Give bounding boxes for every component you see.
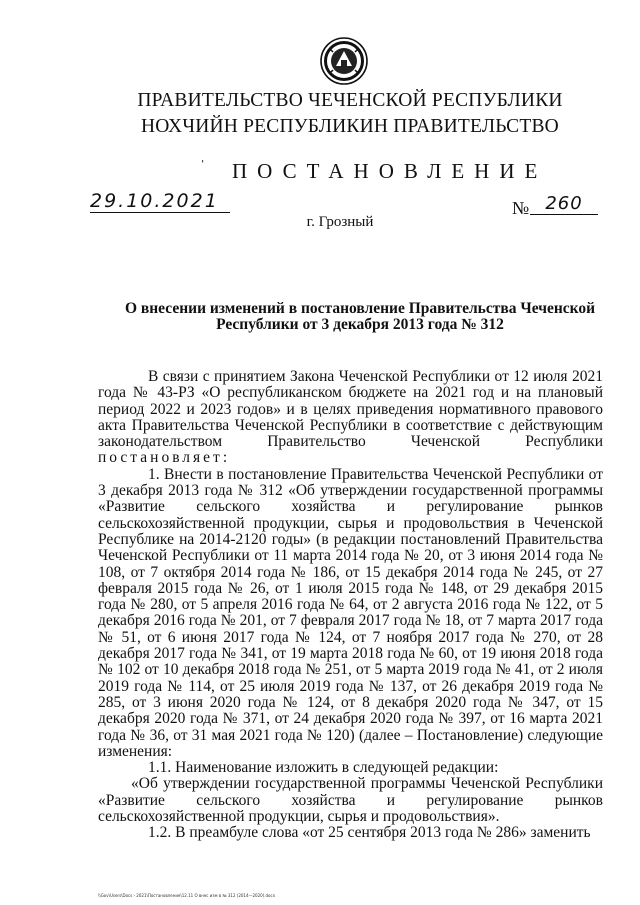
number-label: № [512, 198, 530, 218]
government-name-russian: ПРАВИТЕЛЬСТВО ЧЕЧЕНСКОЙ РЕСПУБЛИКИ [137, 90, 563, 111]
paragraph-1-2: 1.2. В преамбуле слова «от 25 сентября 2013 года № 286» заменить [148, 824, 591, 842]
paragraph-quote: «Об утверждении государственной программы Чеченской Республики «Развитие сельского хозяйства и регулирование рынков сельскохозяйственной продукции, сырья и продовольствия». [98, 775, 603, 826]
paragraph-1-1: 1.1. Наименование изложить в следующей редакции: [148, 759, 499, 777]
document-body [98, 369, 603, 842]
document-type: ПОСТАНОВЛЕНИЕ [232, 159, 548, 183]
footer-path: \\Gov\Users\Docs - 2021\Постановление\12.11 О внес изм в № 312 (2014—2020).docx [98, 893, 276, 898]
paragraph-1: 1. Внести в постановление Правительства Чеченской Республики от 3 декабря 2013 года № 312 «Об утверждении государственной программы «Развитие сельского хозяйства и регулирование рынков сельскохозяйственной продукции, сырья и продовольствия в Чеченской Республике на 2014-2120 годы» (в редакции постановлений Правительства Чеченской Республики от 11 марта 2014 года № 20, от 3 июня 2014 года № 108, от 7 октября 2014 года № 186, от 15 декабря 2014 года № 245, от 27 февраля 2015 года № 26, от 1 июля 2015 года № 148, от 29 декабря 2015 года № 280, от 5 апреля 2016 года № 64, от 2 августа 2016 года № 122, от 5 декабря 2016 года № 201, от 7 февраля 2017 года № 18, от 7 марта 2017 года № 51, от 6 июня 2017 года № 124, от 7 ноября 2017 года № 270, от 28 декабря 2017 года № 341, от 19 марта 2018 года № 60, от 19 июня 2018 года № 102 от 10 декабря 2018 года № 251, от 5 марта 2019 года № 41, от 2 июля 2019 года № 114, от 25 июля 2019 года № 137, от 26 декабря 2019 года № 285, от 3 июня 2020 года № 124, от 8 декабря 2020 года № 347, от 15 декабря 2020 года № 371, от 24 декабря 2020 года № 397, от 16 марта 2021 года № 36, от 31 мая 2021 года № 120) (далее – Постановление) следующие изменения: [98, 465, 603, 760]
scan-mark: ˈ [200, 158, 206, 175]
paragraph-preamble [98, 369, 603, 467]
decree-word: постановляет: [98, 449, 231, 467]
handwritten-number: 260 [530, 193, 598, 215]
preamble-text: В связи с принятием Закона Чеченской Республики от 12 июля 2021 года № 43-РЗ «О республиканском бюджете на 2021 год и на плановый период 2022 и 2023 годов» и в целях приведения нормативного правового акта Правительства Чеченской Республики в соответствие с действующим законодательством Правительство Чеченской Республики [98, 368, 603, 451]
city-line: г. Грозный [306, 214, 374, 230]
document-title: О внесении изменений в постановление Правительства Чеченской Республики от 3 декабря 2013 года № 312 [124, 300, 596, 333]
government-name-chechen: НОХЧИЙН РЕСПУБЛИКИН ПРАВИТЕЛЬСТВО [141, 116, 559, 137]
coat-of-arms-icon [319, 36, 369, 86]
handwritten-date: 29.10.2021 [90, 190, 230, 213]
